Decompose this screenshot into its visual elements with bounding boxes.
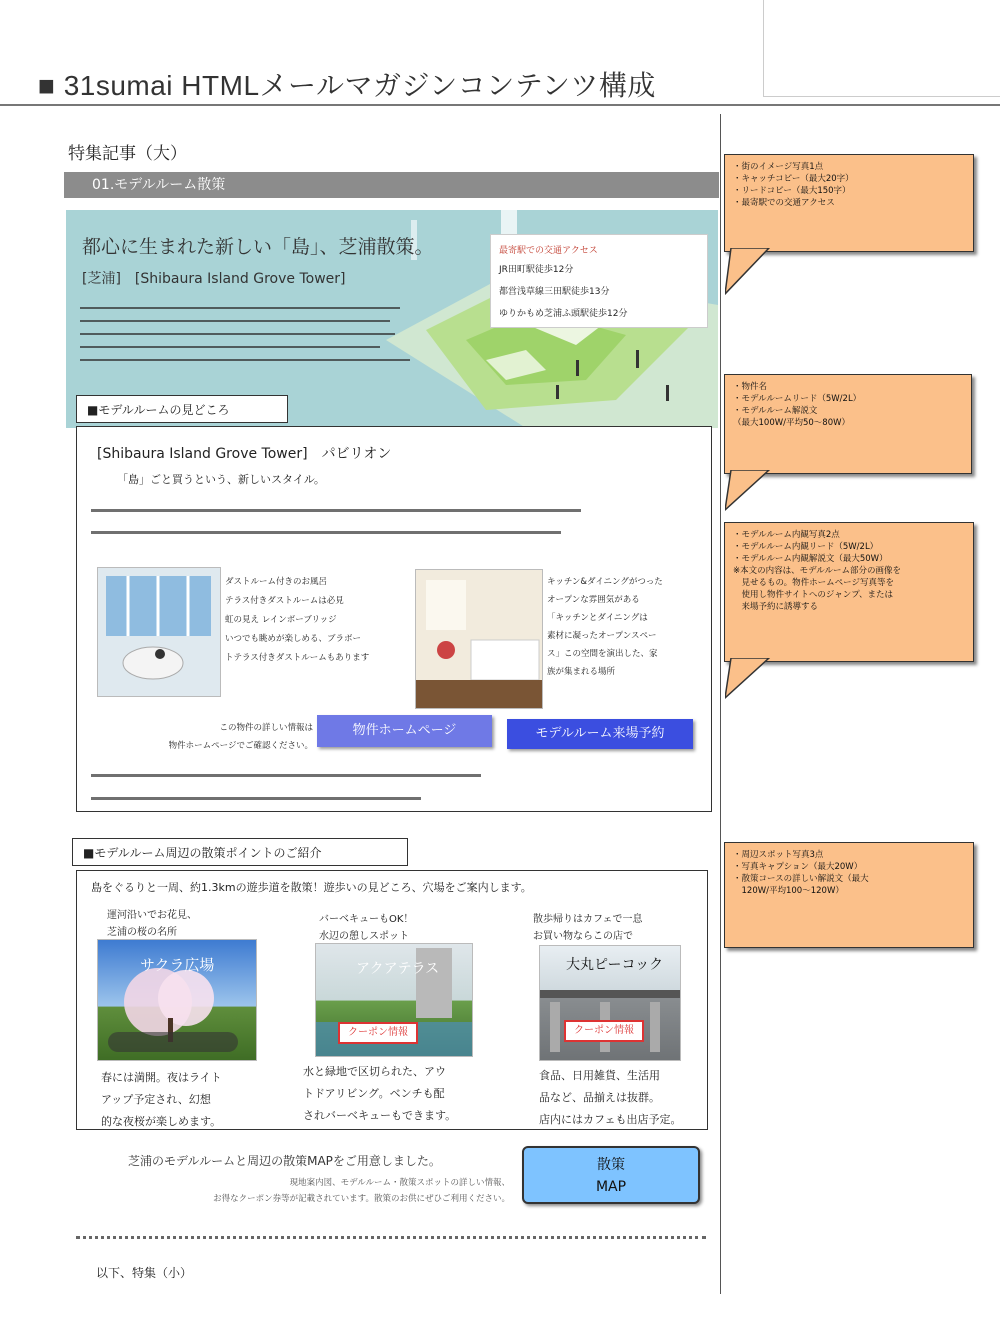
modelroom-reservation-button[interactable]: モデルルーム来場予約 [507,719,693,749]
walk-panel [76,870,708,1130]
callout-interior: ・モデルルーム内観写真2点 ・モデルルーム内観リード（5W/2L） ・モデルルーム内観解説文（最大50W） ※本文の内容は、モデルルーム部分の画像を 見せるもの。物件ホームページ写真等を 使用し物件サイトへのジャンプ、または 来場予約に誘導する [724,522,974,662]
kitchen-caption: キッチン&ダイニングがつった オープンな雰囲気がある 「キッチンとダイニングは 素材に凝ったオープンスペー ス」この空間を演出した、家 族が集まれる場所 [547,577,663,677]
callout-tail [725,470,785,512]
spot-description: 春には満開。夜はライト アップ予定され、幻想 的な夜桜が楽しめます。 [101,1071,222,1128]
contact-text-line [91,797,421,800]
hero-title: 都心に生まれた新しい「島」、芝浦散策。 [82,236,434,258]
map-sub: お得なクーポン券等が記載されています。散策のお供にぜひご利用ください。 [213,1194,510,1204]
spot-caption: 運河沿いでお花見、 芝浦の桜の名所 [107,910,197,938]
footer-label: 以下、特集（小） [96,1266,193,1280]
hero-lead-text-lines [80,300,400,372]
callout-tail [725,248,785,296]
map-lead: 芝浦のモデルルームと周辺の散策MAPをご用意しました。 [128,1154,441,1168]
spot-image-label: アクアテラス [356,961,440,977]
callout-hero: ・街のイメージ写真1点 ・キャッチコピー（最大20字） ・リードコピー（最大150字） ・最寄駅での交通アクセス [724,154,974,252]
homepage-note: この物件の詳しい情報は 物件ホームページでご確認ください。 [168,723,313,751]
modelroom-text-line [91,509,581,512]
page-title: ■ 31sumai HTMLメールマガジンコンテンツ構成 [38,70,656,101]
hero-subtitle: [芝浦] [Shibaura Island Grove Tower] [82,271,346,287]
modelroom-heading: [Shibaura Island Grove Tower] パビリオン [97,446,392,462]
modelroom-panel [76,426,712,812]
callout-walk: ・周辺スポット写真3点 ・写真キャプション（最大20W） ・散策コースの詳しい解説文（最大 120W/平均100〜120W） [724,842,974,948]
walk-tab: ■モデルルーム周辺の散策ポイントのご紹介 [72,838,408,866]
title-rule [0,104,1000,106]
content-right-border [720,114,721,1294]
map-sub: 現地案内図、モデルルーム・散策スポットの詳しい情報、 [289,1178,510,1188]
spot-caption: 散歩帰りはカフェで一息 お買い物ならこの店で [533,914,643,942]
spot-description: 食品、日用雑貨、生活用 品など、品揃えは抜群。 店内にはカフェも出店予定。 [539,1069,682,1126]
contact-text-line [91,774,481,777]
access-row: 都営浅草線三田駅徒歩13分 [499,287,610,297]
modelroom-subheading: 「島」ごと買うという、新しいスタイル。 [117,473,325,486]
aqua-terrace-photo [315,943,473,1057]
spot-caption: バーベキューもOK！ 水辺の憩しスポット [319,914,414,942]
access-row: ゆりかもめ芝浦ふ頭駅徒歩12分 [499,309,628,319]
access-heading: 最寄駅での交通アクセス [499,246,598,256]
callout-tail [725,658,785,700]
corner-frame [763,0,1000,97]
property-homepage-button[interactable]: 物件ホームページ [317,715,492,747]
walk-intro: 島をぐるりと一周、約1.3kmの遊歩道を散策！遊歩いの見どころ、穴場をご案内します。 [91,881,532,894]
modelroom-tab: ■モデルルームの見どころ [76,395,288,423]
spot-image-label: 大丸ピーコック [566,957,664,973]
bathroom-photo [97,567,221,697]
section-label: 特集記事（大） [68,144,187,164]
spot-description: 水と緑地で区切られた、アウ トドアリビング。ベンチも配 されバーベキューもできます。 [303,1065,457,1122]
access-box [490,234,708,328]
walk-map-button[interactable]: 散策 MAP [522,1146,700,1204]
coupon-badge[interactable]: クーポン情報 [564,1020,644,1042]
dotted-separator [76,1236,706,1239]
daimaru-peacock-photo [539,945,681,1061]
callout-modelroom: ・物件名 ・モデルルームリード（5W/2L） ・モデルルーム解説文 （最大100W/平均50〜80W） [724,374,972,474]
spot-image-label: サクラ広場 [140,956,215,974]
sakura-plaza-photo [97,939,257,1061]
section-bar: 01.モデルルーム散策 [64,172,719,198]
access-row: JR田町駅徒歩12分 [499,265,574,275]
modelroom-text-line [91,531,561,534]
coupon-badge[interactable]: クーポン情報 [338,1022,418,1044]
bathroom-caption: ダストルーム付きのお風呂 テラス付きダストルームは必見 虹の見え レインボーブリッジ いつでも眺めが楽しめる、ブラボー トテラス付きダストルームもあります [225,577,370,663]
kitchen-photo [415,569,543,709]
